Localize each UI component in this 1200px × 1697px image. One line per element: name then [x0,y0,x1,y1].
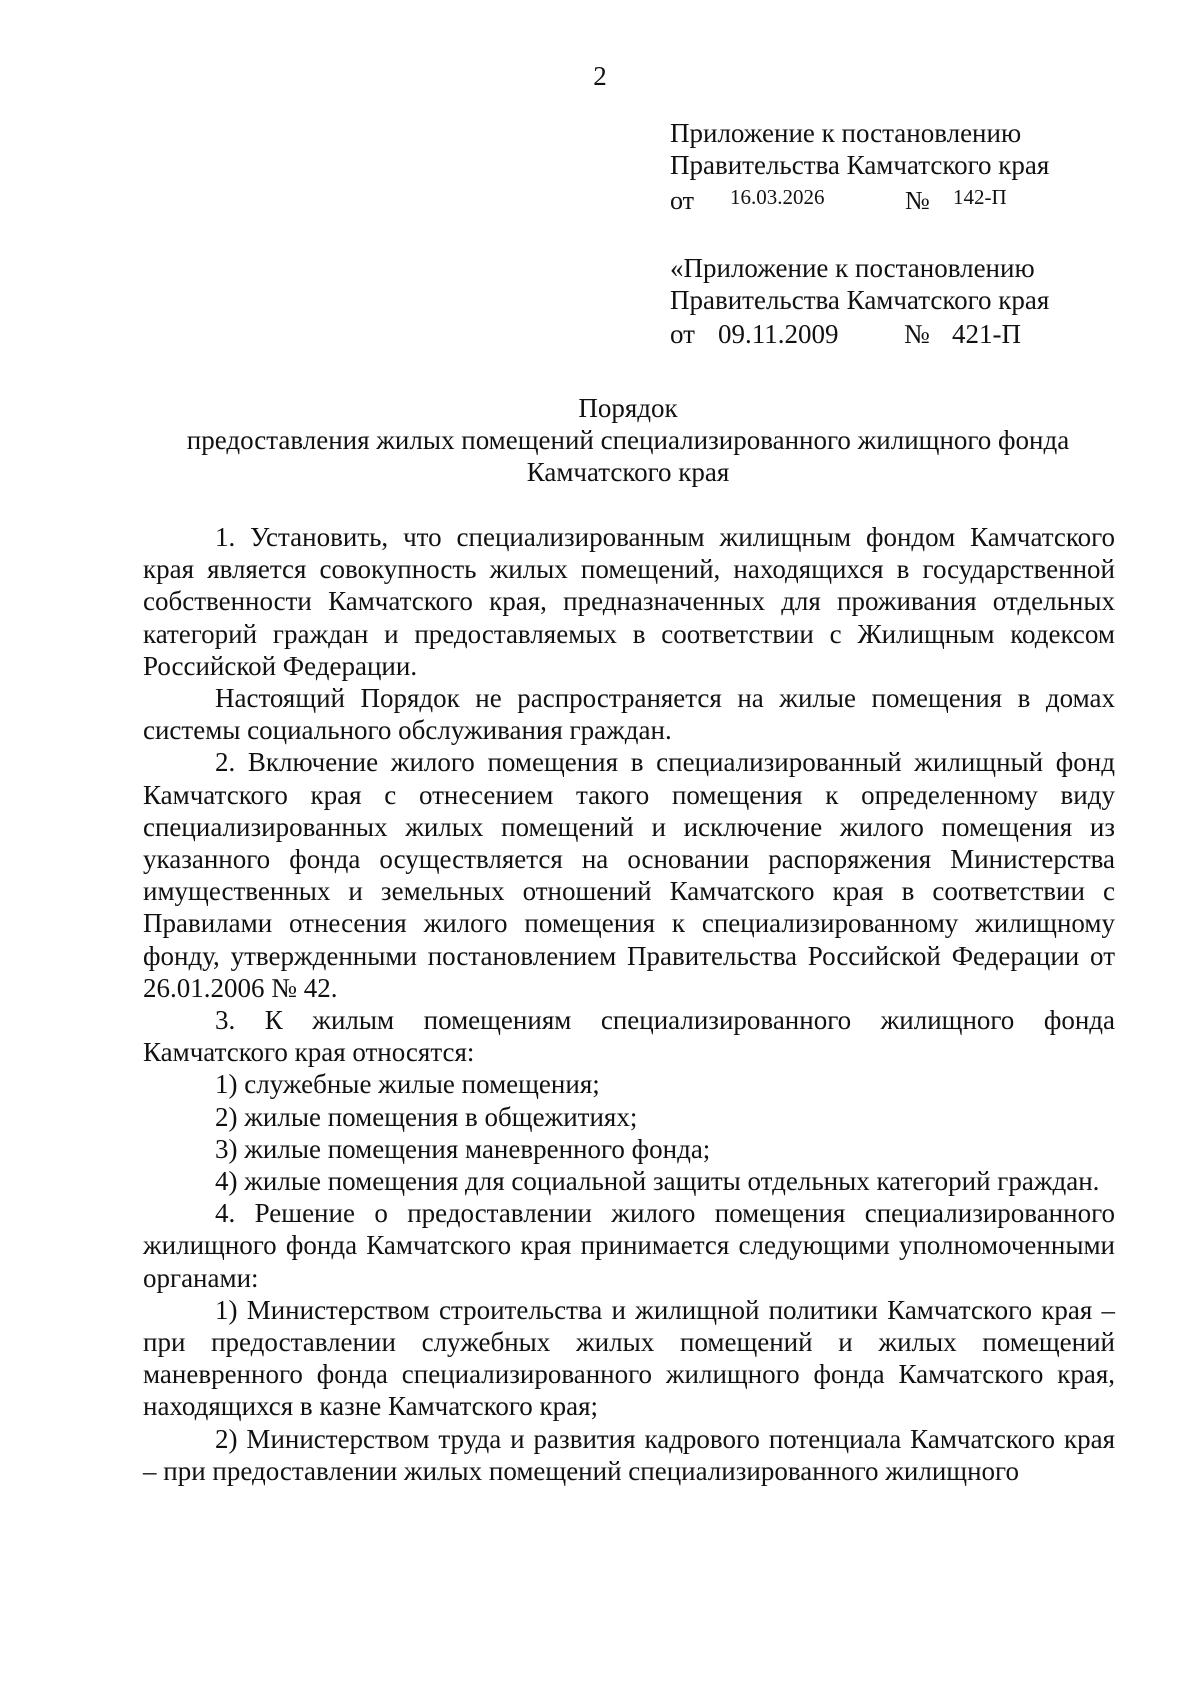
list-item: 2) Министерством труда и развития кадрового потенциала Камчатского края – при предоставлении жилых помещений специализированного жилищного [143,1423,1115,1486]
appendix-line-2: Правительства Камчатского края [670,285,1050,315]
paragraph-clause-3: 3. К жилым помещениям специализированного жилищного фонда Камчатского края относятся: [143,1005,1115,1068]
appendix-header-original [670,252,1130,352]
list-item: 1) служебные жилые помещения; [215,1069,600,1100]
title-line-1: Порядок [578,393,678,423]
number-sign: № [905,186,930,215]
title-line-2: предоставления жилых помещений специализированного жилищного фонда [186,425,1070,455]
appendix-line-1: Приложение к постановлению [670,118,1022,148]
title-line-3: Камчатского края [526,457,730,487]
from-label: от [670,319,695,349]
resolution-reference-original [670,316,1130,352]
from-label: от [670,186,695,215]
resolution-date: 09.11.2009 [718,319,839,349]
resolution-date: 16.03.2026 [730,185,825,209]
resolution-number: 421-П [952,319,1021,349]
resolution-reference-new [670,181,1130,217]
paragraph-scope-note: Настоящий Порядок не распространяется на жилые помещения в домах системы социального обслуживания граждан. [143,683,1115,746]
document-title [143,392,1113,488]
paragraph-clause-4: 4. Решение о предоставлении жилого помещения специализированного жилищного фонда Камчатского края принимается следующими уполномоченными органами: [143,1198,1115,1293]
list-item: 4) жилые помещения для социальной защиты отдельных категорий граждан. [215,1166,1100,1197]
number-sign: № [904,319,930,349]
list-item: 2) жилые помещения в общежитиях; [215,1101,638,1132]
appendix-header-new [670,117,1130,217]
paragraph-clause-1: 1. Установить, что специализированным жилищным фондом Камчатского края является совокупность жилых помещений, находящихся в государственной собственности Камчатского края, предназначенных для проживания отдельных категорий граждан и предоставляемых в соответствии с Жилищным кодексом Российской Федерации. [143,522,1115,681]
appendix-line-2: Правительства Камчатского края [670,150,1050,180]
list-item: 3) жилые помещения маневренного фонда; [215,1133,711,1164]
document-body [143,521,1115,1487]
list-item: 1) Министерством строительства и жилищной политики Камчатского края – при предоставлении служебных жилых помещений и жилых помещений маневренного фонда специализированного жилищного фонда Камчатского края, находящихся в казне Камчатского края; [143,1294,1115,1422]
paragraph-clause-2: 2. Включение жилого помещения в специализированный жилищный фонд Камчатского края с отнесением такого помещения к определенному виду специализированных жилых помещений и исключение жилого помещения из указанного фонда осуществляется на основании распоряжения Министерства имущественных и земельных отношений Камчатского края в соответствии с Правилами отнесения жилого помещения к специализированному жилищному фонду, утвержденными постановлением Правительства Российской Федерации от 26.01.2006 № 42. [143,747,1115,1003]
resolution-number: 142-П [953,185,1007,209]
page-number: 2 [593,61,607,91]
appendix-line-1: «Приложение к постановлению [670,253,1035,283]
